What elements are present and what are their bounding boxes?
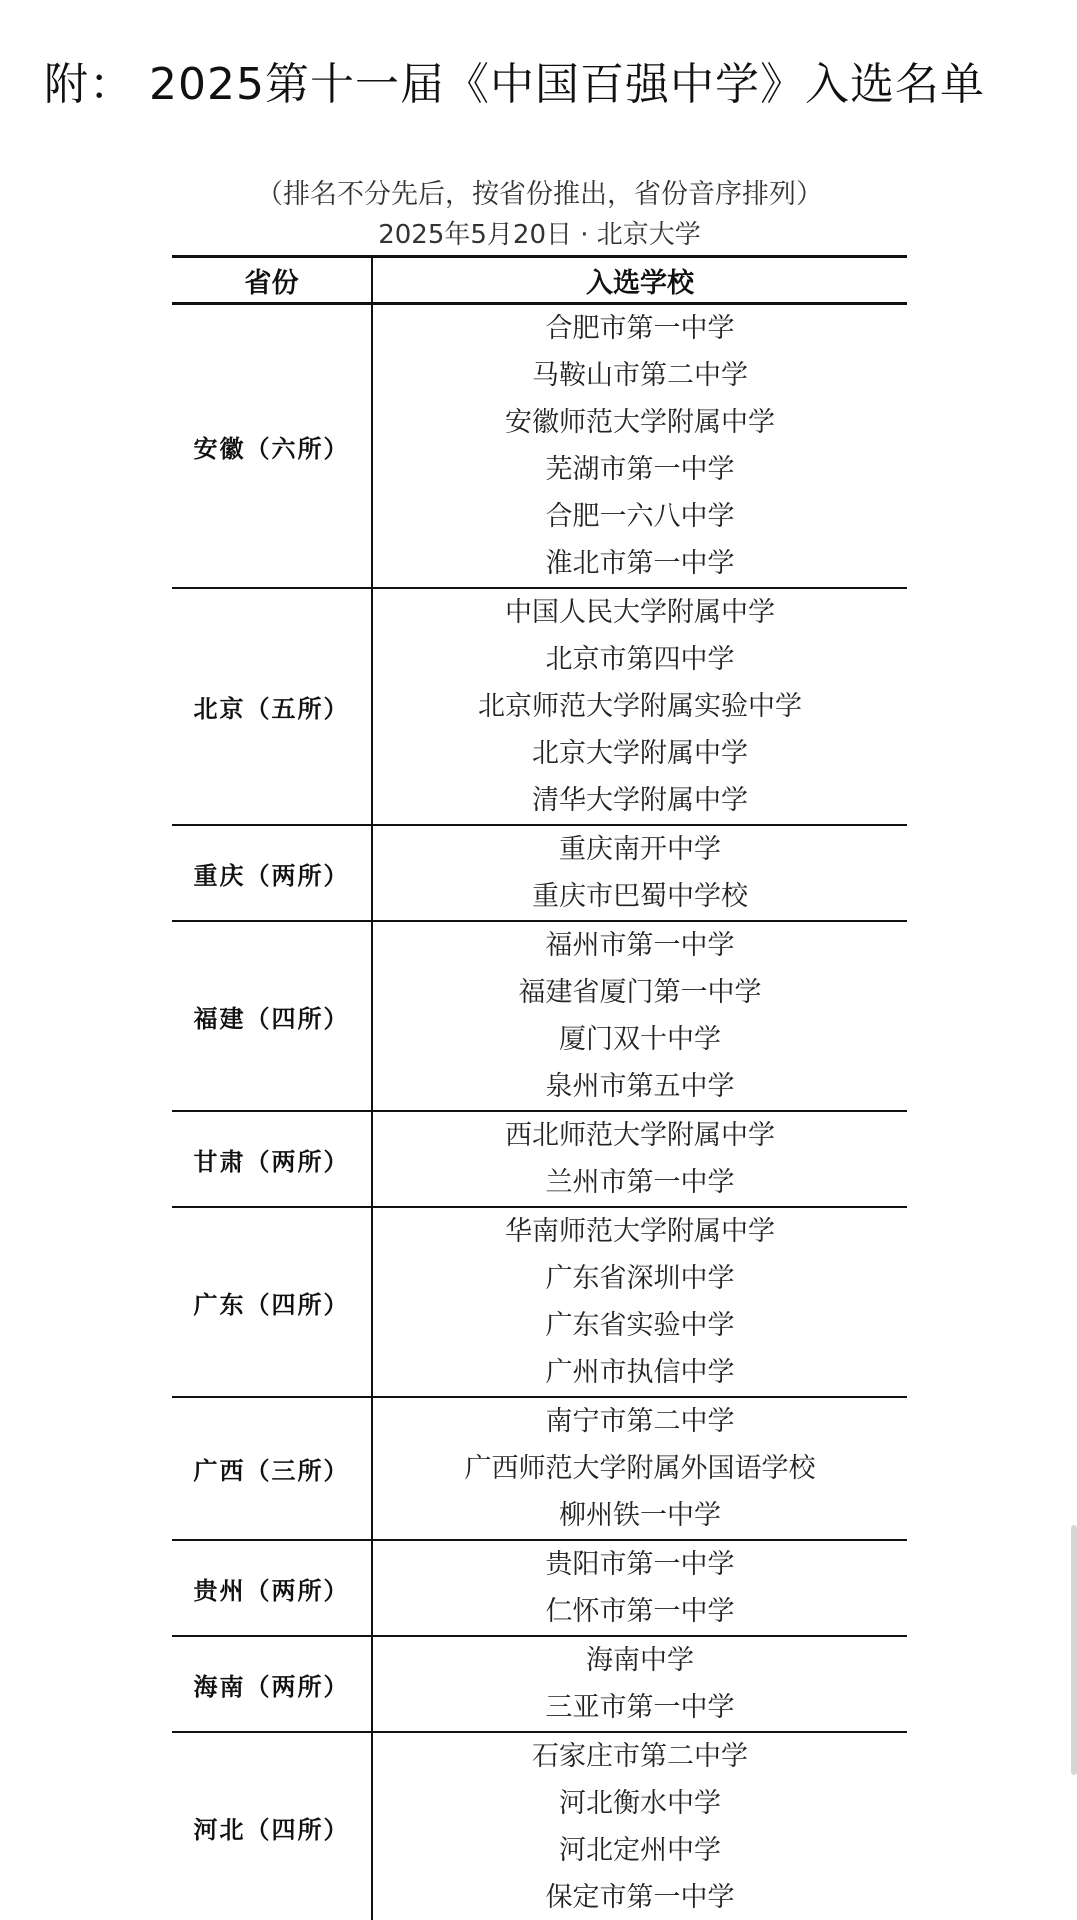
school-name: 马鞍山市第二中学 [532, 360, 748, 391]
table-row [172, 1540, 907, 1636]
province-cell: 甘肃（两所） [172, 1111, 372, 1207]
province-cell: 重庆（两所） [172, 825, 372, 921]
school-name: 海南中学 [586, 1645, 694, 1676]
school-name: 柳州铁一中学 [559, 1500, 721, 1531]
document-subtitle: （排名不分先后，按省份推出，省份音序排列） [256, 179, 823, 210]
school-name: 中国人民大学附属中学 [505, 597, 775, 628]
school-name: 贵阳市第一中学 [545, 1549, 735, 1580]
school-name: 清华大学附属中学 [532, 785, 748, 816]
school-name: 兰州市第一中学 [545, 1167, 735, 1198]
schools-cell [372, 1732, 907, 1920]
schools-cell [372, 1540, 907, 1636]
school-name: 南宁市第二中学 [545, 1406, 735, 1437]
schools-cell [372, 1397, 907, 1540]
table-header-row [172, 257, 907, 304]
school-name: 重庆市巴蜀中学校 [532, 881, 748, 912]
province-cell: 河北（四所） [172, 1732, 372, 1920]
school-name: 福建省厦门第一中学 [518, 977, 762, 1008]
school-name: 合肥一六八中学 [545, 501, 735, 532]
school-name: 广东省深圳中学 [545, 1263, 735, 1294]
table-body [172, 304, 907, 1920]
school-table [172, 255, 907, 1920]
table-row [172, 1207, 907, 1397]
schools-cell [372, 825, 907, 921]
school-name: 河北衡水中学 [559, 1788, 721, 1819]
table-row [172, 921, 907, 1111]
school-name: 安徽师范大学附属中学 [505, 407, 775, 438]
table-row [172, 588, 907, 825]
province-cell: 贵州（两所） [172, 1540, 372, 1636]
province-cell: 福建（四所） [172, 921, 372, 1111]
page-title: 附： 2025第十一届《中国百强中学》入选名单 [44, 59, 985, 110]
school-name: 北京师范大学附属实验中学 [478, 691, 802, 722]
school-name: 芜湖市第一中学 [545, 454, 735, 485]
school-name: 华南师范大学附属中学 [505, 1216, 775, 1247]
province-cell: 广东（四所） [172, 1207, 372, 1397]
schools-cell [372, 588, 907, 825]
school-name: 广东省实验中学 [545, 1310, 735, 1341]
school-name: 保定市第一中学 [545, 1882, 735, 1913]
school-list-document [172, 175, 907, 1920]
school-name: 石家庄市第二中学 [532, 1741, 748, 1772]
school-name: 北京市第四中学 [545, 644, 735, 675]
school-name: 仁怀市第一中学 [545, 1596, 735, 1627]
school-name: 广州市执信中学 [545, 1357, 735, 1388]
school-name: 泉州市第五中学 [545, 1071, 735, 1102]
schools-cell [372, 921, 907, 1111]
table-row [172, 1111, 907, 1207]
document-dateline: 2025年5月20日 · 北京大学 [378, 220, 701, 250]
schools-cell [372, 304, 907, 589]
header-schools: 入选学校 [372, 257, 907, 304]
table-row [172, 304, 907, 589]
table-row [172, 1636, 907, 1732]
school-name: 淮北市第一中学 [545, 548, 735, 579]
schools-cell [372, 1111, 907, 1207]
province-cell: 海南（两所） [172, 1636, 372, 1732]
scrollbar[interactable] [1071, 1525, 1077, 1775]
school-name: 三亚市第一中学 [545, 1692, 735, 1723]
province-cell: 安徽（六所） [172, 304, 372, 589]
schools-cell [372, 1636, 907, 1732]
school-name: 福州市第一中学 [545, 930, 735, 961]
schools-cell [372, 1207, 907, 1397]
school-name: 合肥市第一中学 [545, 313, 735, 344]
school-name: 重庆南开中学 [559, 834, 721, 865]
school-name: 西北师范大学附属中学 [505, 1120, 775, 1151]
school-name: 厦门双十中学 [559, 1024, 721, 1055]
table-row [172, 1397, 907, 1540]
school-name: 北京大学附属中学 [532, 738, 748, 769]
school-name: 广西师范大学附属外国语学校 [464, 1453, 816, 1484]
school-name: 河北定州中学 [559, 1835, 721, 1866]
province-cell: 北京（五所） [172, 588, 372, 825]
province-cell: 广西（三所） [172, 1397, 372, 1540]
header-province: 省份 [172, 257, 372, 304]
table-row [172, 825, 907, 921]
table-row [172, 1732, 907, 1920]
